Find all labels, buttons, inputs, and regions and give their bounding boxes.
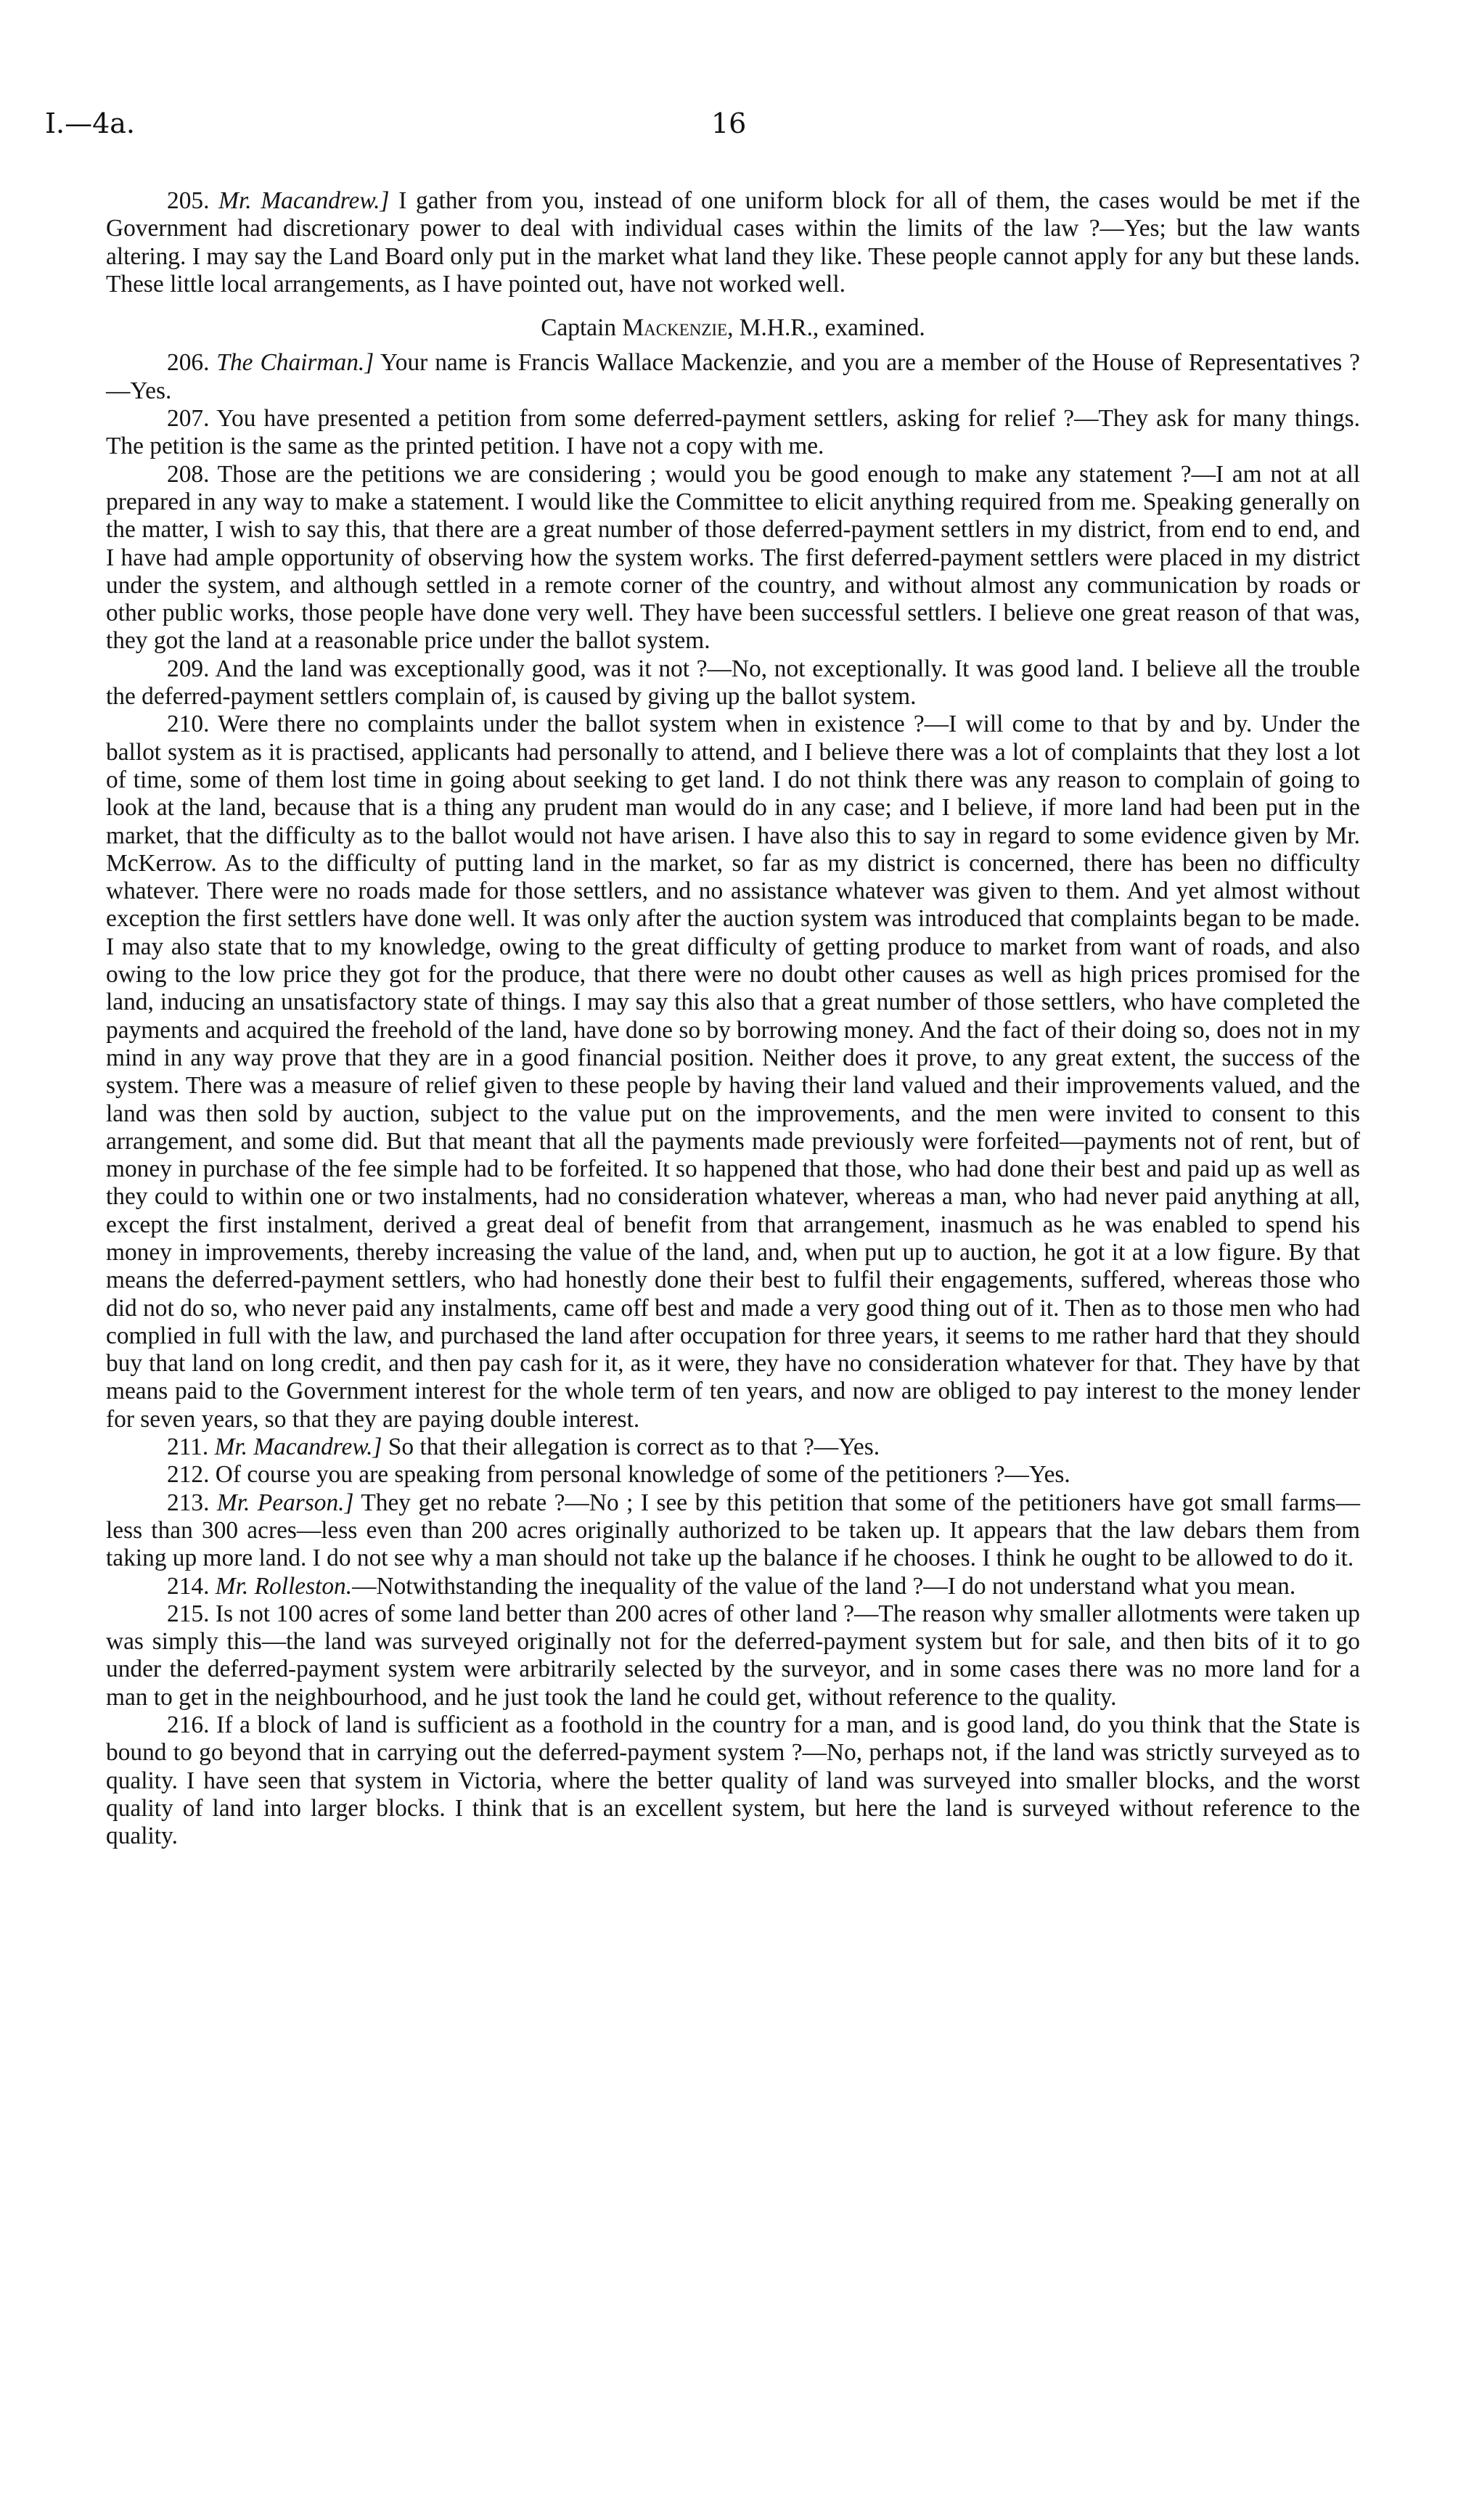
paragraph-215: 215. Is not 100 acres of some land better than 200 acres of other land ?—The reason why smaller allotments were taken up was simply this—the land was surveyed originally not for the deferred-payment system but for sale, and then bits of it to go under the deferred-payment system were arbitrarily selected by the surveyor, and in some cases there was no more land for a man to get in the neighbourhood, and he just took the land he could get, without reference to the quality. (106, 1600, 1360, 1711)
page-number: 16 (711, 107, 747, 139)
speaker-label: Mr. Rolleston. (215, 1572, 353, 1600)
speaker-label: Mr. Macandrew.] (218, 187, 390, 214)
paragraph-207: 207. You have presented a petition from some deferred-payment settlers, asking for relief ?—They ask for many things. The petition is the same as the printed petition. I have not a copy with me. (106, 405, 1360, 460)
document-body (106, 187, 1360, 1851)
paragraph-212: 212. Of course you are speaking from personal knowledge of some of the petitioners ?—Yes. (167, 1461, 1070, 1489)
speaker-label: Mr. Pearson.] (216, 1489, 354, 1516)
witness-heading: Captain Mackenzie, M.H.R., examined. (541, 314, 925, 342)
paragraph-213: 213. Mr. Pearson.] They get no rebate ?—No ; I see by this petition that some of the petitioners have got small farms—less than 300 acres—less even than 200 acres originally authorized to be taken up. It appears that the law debars them from taking up more land. I do not see why a man should not take up the balance if he chooses. I think he ought to be allowed to do it. (106, 1489, 1360, 1572)
paragraph-211: 211. Mr. Macandrew.] So that their allegation is correct as to that ?—Yes. (167, 1433, 880, 1461)
speaker-label: The Chairman.] (216, 349, 374, 377)
paragraph-209: 209. And the land was exceptionally good, was it not ?—No, not exceptionally. It was good land. I believe all the trouble the deferred-payment settlers complain of, is caused by giving up the ballot system. (106, 655, 1360, 711)
paragraph-205: 205. Mr. Macandrew.] I gather from you, instead of one uniform block for all of them, the cases would be met if the Government had discretionary power to deal with individual cases within the limits of the law ?—Yes; but the law wants altering. I may say the Land Board only put in the market what land they like. These people cannot apply for any but these lands. These little local arrangements, as I have pointed out, have not worked well. (106, 187, 1360, 298)
paragraph-208: 208. Those are the petitions we are considering ; would you be good enough to make any statement ?—I am not at all prepared in any way to make a statement. I would like the Committee to elicit anything required from me. Speaking generally on the matter, I wish to say this, that there are a great number of those deferred-payment settlers in my district, from end to end, and I have had ample opportunity of observing how the system works. The first deferred-payment settlers were placed in my district under the system, and although settled in a remote corner of the country, and without almost any communication by roads or other public works, those people have done very well. They have been successful settlers. I believe one great reason of that was, they got the land at a reasonable price under the ballot system. (106, 460, 1360, 655)
paragraph-206: 206. The Chairman.] Your name is Francis Wallace Mackenzie, and you are a member of the House of Representatives ?—Yes. (106, 349, 1360, 404)
document-reference: I.—4a. (45, 107, 136, 139)
speaker-label: Mr. Macandrew.] (214, 1433, 382, 1461)
paragraph-216: 216. If a block of land is sufficient as a foothold in the country for a man, and is good land, do you think that the State is bound to go beyond that in carrying out the deferred-payment system ?—No, perhaps not, if the land was strictly surveyed as to quality. I have seen that system in Victoria, where the better quality of land was surveyed into smaller blocks, and the worst quality of land into larger blocks. I think that is an excellent system, but here the land is surveyed without reference to the quality. (106, 1711, 1360, 1850)
paragraph-214: 214. Mr. Rolleston.—Notwithstanding the inequality of the value of the land ?—I do not understand what you mean. (167, 1572, 1296, 1600)
paragraph-210: 210. Were there no complaints under the ballot system when in existence ?—I will come to that by and by. Under the ballot system as it is practised, applicants had personally to attend, and I believe there was a lot of complaints that they lost a lot of time, some of them lost time in going about seeking to get land. I do not think there was any reason to complain of going to look at the land, because that is a thing any prudent man would do in any case; and I believe, if more land had been put in the market, that the difficulty as to the ballot would not have arisen. I have also this to say in regard to some evidence given by Mr. McKerrow. As to the difficulty of putting land in the market, so far as my district is concerned, there has been no difficulty whatever. There were no roads made for those settlers, and no assistance whatever was given to them. And yet almost without exception the first settlers have done well. It was only after the auction system was introduced that complaints began to be made. I may also state that to my knowledge, owing to the great difficulty of getting produce to market from want of roads, and also owing to the low price they got for the produce, that there were no doubt other causes as well as high prices promised for the land, inducing an unsatisfactory state of things. I may say this also that a great number of those settlers, who have completed the payments and acquired the freehold of the land, have done so by borrowing money. And the fact of their doing so, does not in my mind in any way prove that they are in a good financial position. Neither does it prove, to any great extent, the success of the system. There was a measure of relief given to these people by having their land valued and their improvements valued, and the land was then sold by auction, subject to the value put on the improvements, and the men were invited to consent to this arrangement, and some did. But that meant that all the payments made previously were forfeited—payments not of rent, but of money in purchase of the fee simple had to be forfeited. It so happened that those, who had done their best and paid up as well as they could to within one or two instalments, had no consideration whatever, whereas a man, who had never paid anything at all, except the first instalment, derived a great deal of benefit from that arrangement, inasmuch as he was enabled to spend his money in improvements, thereby increasing the value of the land, and, when put up to auction, he got it at a low figure. By that means the deferred-payment settlers, who had honestly done their best to fulfil their engagements, suffered, whereas those who did not do so, who never paid any instalments, came off best and made a very good thing out of it. Then as to those men who had complied in full with the law, and purchased the land after occupation for three years, it seems to me rather hard that they should buy that land on long credit, and then pay cash for it, as it were, they have no consideration whatever for that. They have by that means paid to the Government interest for the whole term of ten years, and now are obliged to pay interest to the money lender for seven years, so that they are paying double interest. (106, 711, 1360, 1433)
